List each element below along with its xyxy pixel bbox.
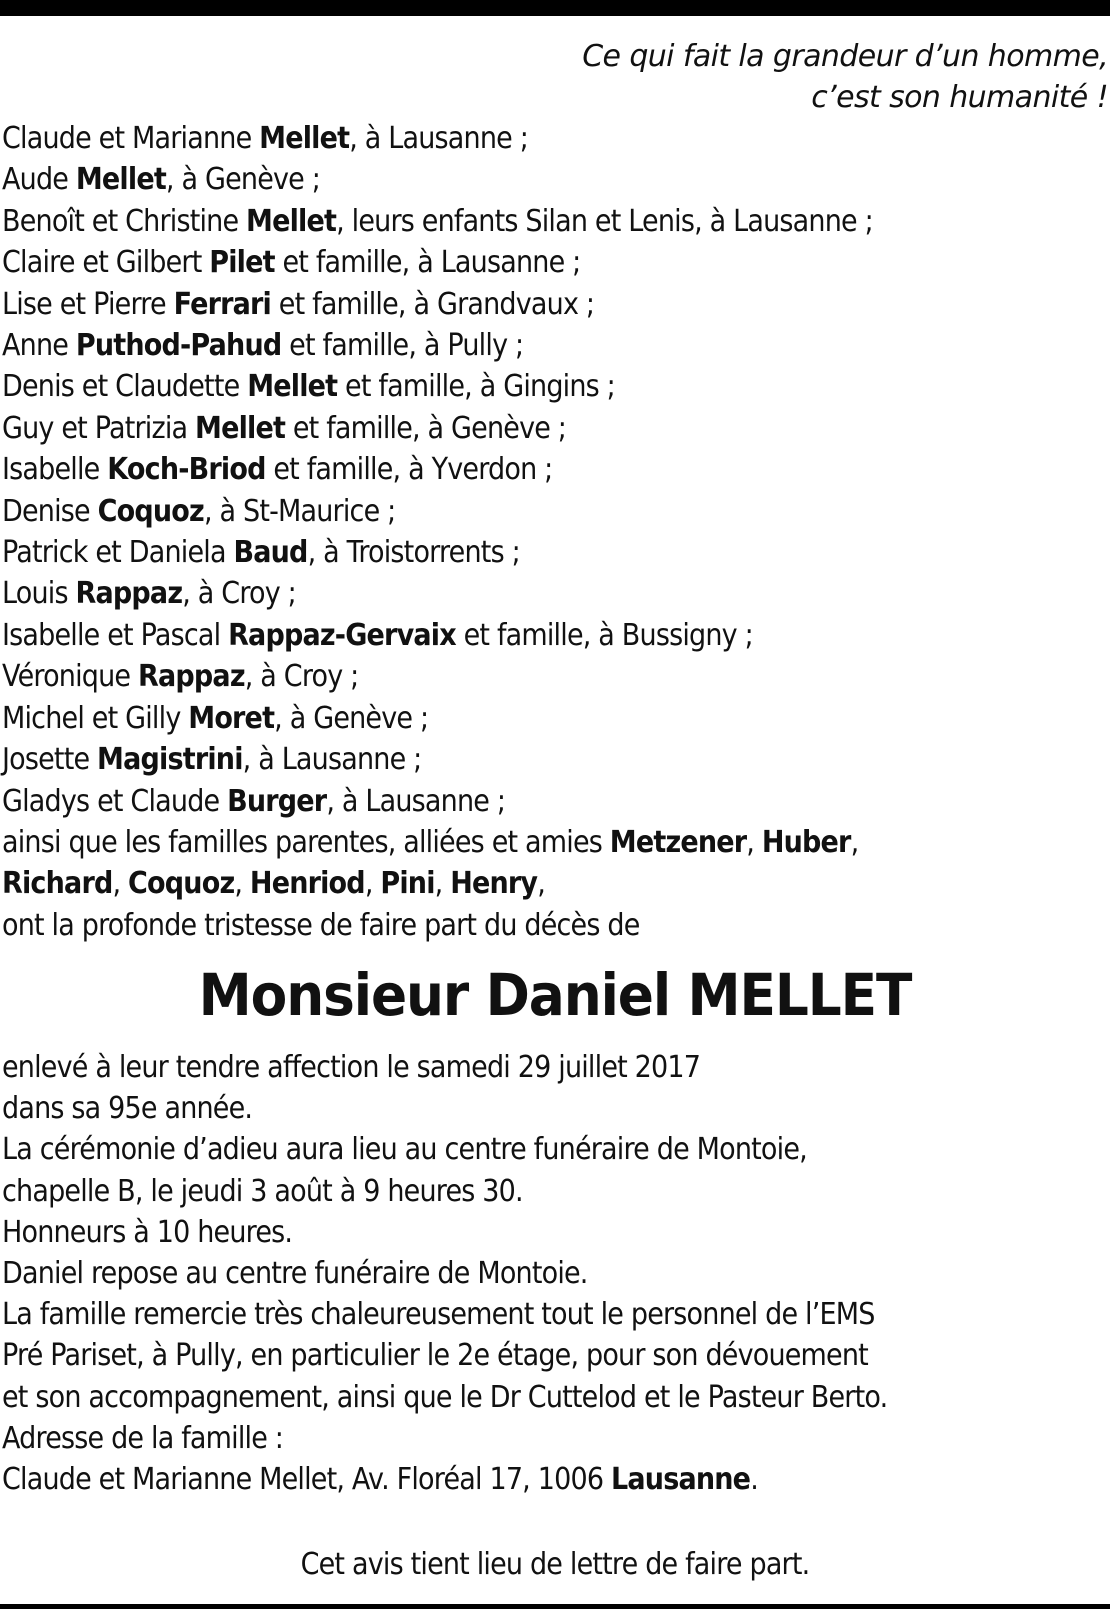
member-surname: Puthod-Pahud <box>75 328 282 364</box>
footer-note: Cet avis tient lieu de lettre de faire part. <box>300 1547 810 1582</box>
separator: , <box>537 866 545 902</box>
allied-surname: Huber <box>761 824 851 860</box>
separator: , <box>112 866 129 902</box>
member-first-names: Anne <box>2 328 76 364</box>
family-address <box>2 1459 992 1500</box>
member-location: , à Troistorrents ; <box>307 535 520 571</box>
member-first-names: Louis <box>2 576 76 612</box>
address-text: Claude et Marianne Mellet, Av. Floréal 17, 1006 <box>2 1462 611 1498</box>
member-first-names: Michel et Gilly <box>2 700 189 736</box>
member-location: et famille, à Gingins ; <box>337 369 615 405</box>
allied-surname: Henry <box>450 866 538 902</box>
family-member-line <box>2 284 992 325</box>
allied-surname: Metzener <box>609 824 747 860</box>
family-list <box>2 118 992 946</box>
member-surname: Pilet <box>209 245 275 281</box>
family-member-line <box>2 615 992 656</box>
family-member-line <box>2 656 992 697</box>
detail-line: Adresse de la famille : <box>2 1420 284 1456</box>
member-first-names: Claire et Gilbert <box>2 245 210 281</box>
detail-line: Daniel repose au centre funéraire de Montoie. <box>2 1256 588 1292</box>
member-first-names: Isabelle et Pascal <box>2 617 229 653</box>
family-member-line <box>2 159 992 200</box>
detail-line: La cérémonie d’adieu aura lieu au centre funéraire de Montoie, <box>2 1132 807 1168</box>
address-city: Lausanne <box>610 1462 751 1498</box>
separator: , <box>434 866 451 902</box>
family-member-line <box>2 739 992 780</box>
allied-families-line-2 <box>2 863 992 904</box>
allied-intro: ainsi que les familles parentes, alliées et amies <box>2 824 610 860</box>
announcement-text: ont la profonde tristesse de faire part du décès de <box>2 907 640 943</box>
separator: , <box>364 866 381 902</box>
member-surname: Mellet <box>75 162 166 198</box>
member-location: et famille, à Yverdon ; <box>265 452 553 488</box>
member-location: et famille, à Bussigny ; <box>455 617 753 653</box>
member-surname: Mellet <box>259 121 350 156</box>
detail-line: enlevé à leur tendre affection le samedi 29 juillet 2017 <box>2 1050 701 1085</box>
member-first-names: Aude <box>2 162 76 198</box>
family-member-line <box>2 573 992 614</box>
detail-line: Honneurs à 10 heures. <box>2 1214 293 1250</box>
member-first-names: Patrick et Daniela <box>2 535 234 571</box>
member-surname: Ferrari <box>173 286 272 322</box>
separator: , <box>234 866 250 902</box>
allied-surname: Pini <box>380 866 435 902</box>
separator: , <box>746 824 762 860</box>
member-location: , leurs enfants Silan et Lenis, à Lausanne ; <box>336 203 873 239</box>
detail-line: et son accompagnement, ainsi que le Dr Cuttelod et le Pasteur Berto. <box>2 1379 888 1415</box>
member-first-names: Denis et Claudette <box>2 369 248 405</box>
member-location: et famille, à Lausanne ; <box>274 245 581 281</box>
family-member-line <box>2 242 992 283</box>
member-surname: Rappaz-Gervaix <box>228 617 456 653</box>
member-location: , à Lausanne ; <box>349 121 528 156</box>
family-member-line <box>2 491 992 532</box>
quote-line-2: c’est son humanité ! <box>811 80 1108 115</box>
member-location: , à Lausanne ; <box>242 742 422 778</box>
allied-surname: Henriod <box>249 866 365 902</box>
member-location: , à Lausanne ; <box>326 783 506 819</box>
member-location: , à St-Maurice ; <box>203 493 396 529</box>
epigraph-quote <box>408 36 1108 118</box>
allied-surname: Richard <box>2 866 113 902</box>
member-first-names: Denise <box>2 493 98 529</box>
family-member-line <box>2 449 992 490</box>
bottom-rule <box>0 1604 1110 1609</box>
member-first-names: Claude et Marianne <box>2 121 260 156</box>
detail-line: La famille remercie très chaleureusement tout le personnel de l’EMS <box>2 1297 875 1333</box>
detail-line: chapelle B, le jeudi 3 août à 9 heures 30. <box>2 1173 523 1209</box>
family-member-line <box>2 698 992 739</box>
member-surname: Mellet <box>246 203 337 239</box>
member-surname: Mellet <box>247 369 338 405</box>
address-end: . <box>750 1462 758 1498</box>
member-location: , à Genève ; <box>165 162 321 198</box>
member-location: , à Croy ; <box>244 659 359 695</box>
detail-line: dans sa 95e année. <box>2 1091 253 1127</box>
member-surname: Rappaz <box>137 659 245 695</box>
member-first-names: Isabelle <box>2 452 108 488</box>
family-member-line <box>2 366 992 407</box>
member-surname: Mellet <box>195 410 286 446</box>
member-surname: Koch-Briod <box>107 452 266 488</box>
ceremony-details <box>2 1047 992 1500</box>
member-first-names: Gladys et Claude <box>2 783 228 819</box>
member-first-names: Benoît et Christine <box>2 203 247 239</box>
member-surname: Rappaz <box>75 576 183 612</box>
member-first-names: Guy et Patrizia <box>2 410 196 446</box>
top-rule <box>0 0 1110 16</box>
member-surname: Burger <box>227 783 327 819</box>
detail-line: Pré Pariset, à Pully, en particulier le 2e étage, pour son dévouement <box>2 1338 868 1374</box>
deceased-name: Monsieur Daniel MELLET <box>198 961 912 1029</box>
family-member-line <box>2 325 992 366</box>
member-location: , à Genève ; <box>274 700 429 736</box>
member-first-names: Véronique <box>2 659 138 695</box>
member-location: et famille, à Genève ; <box>285 410 567 446</box>
member-first-names: Lise et Pierre <box>2 286 174 322</box>
family-member-line <box>2 408 992 449</box>
member-location: et famille, à Grandvaux ; <box>271 286 595 322</box>
member-surname: Magistrini <box>97 742 243 778</box>
member-location: et famille, à Pully ; <box>281 328 524 364</box>
allied-surname: Coquoz <box>128 866 235 902</box>
member-surname: Moret <box>188 700 275 736</box>
member-surname: Coquoz <box>97 493 204 529</box>
family-member-line <box>2 201 992 242</box>
quote-line-1: Ce qui fait la grandeur d’un homme, <box>582 39 1108 74</box>
member-surname: Baud <box>233 535 308 571</box>
allied-families-line-1 <box>2 822 992 863</box>
member-location: , à Croy ; <box>182 576 296 612</box>
family-member-line <box>2 781 992 822</box>
member-first-names: Josette <box>2 742 98 778</box>
family-member-line <box>2 118 992 159</box>
separator: , <box>850 824 859 860</box>
family-member-line <box>2 532 992 573</box>
